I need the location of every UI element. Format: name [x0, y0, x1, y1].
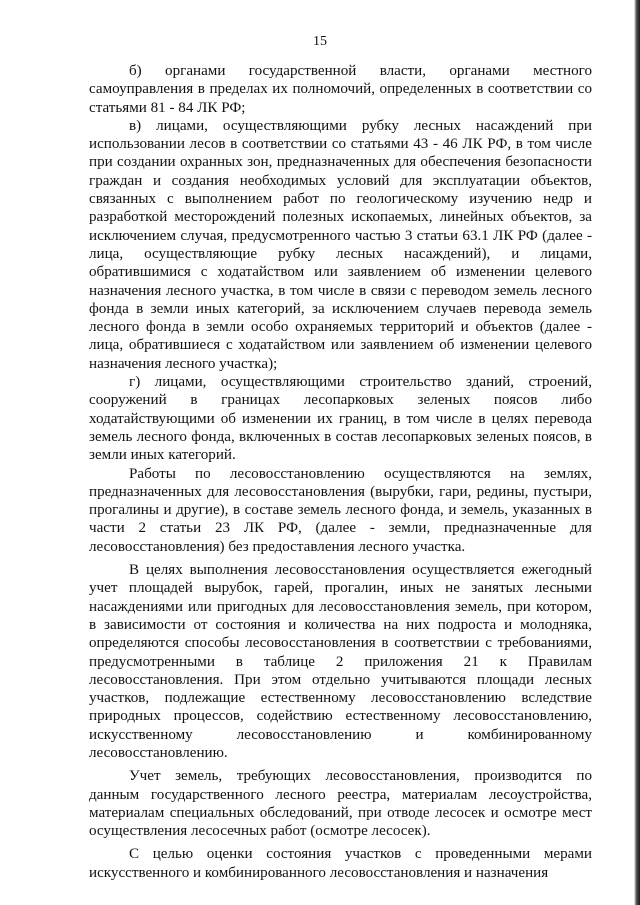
paragraph-annual-accounting: В целях выполнения лесовосстановления осуществляется ежегодный учет площадей вырубок, гарей, прогалин, иных не занятых лесными насаждениями или пригодных для лесовосстановления земель, при котором, в зависимости от состояния и количества на них подроста и молодняка, определяются способы лесовосстановления в соответствии с требованиями, предусмотренными в таблице 2 приложения 21 к Правилам лесовосстановления. При этом отдельно учитываются площади лесных участков, подлежащие естественному лесовосстановлению вследствие природных процессов, содействию естественному лесовосстановлению, искусственному лесовосстановлению и комбинированному лесовосстановлению. [89, 562, 592, 761]
paragraph-g: г) лицами, осуществляющими строительство зданий, строений, сооружений в границах лесопарковых зеленых поясов либо ходатайствующими об изменении их границ, в том числе в целях перевода земель лесного фонда, включенных в состав лесопарковых зеленых поясов, в земли иных категорий. [89, 374, 592, 464]
paragraph-b: б) органами государственной власти, органами местного самоуправления в пределах их полномочий, определенных в соответствии со статьями 81 - 84 ЛК РФ; [89, 63, 592, 116]
paragraph-v: в) лицами, осуществляющими рубку лесных насаждений при использовании лесов в соответствии со статьями 43 - 46 ЛК РФ, в том числе при создании охранных зон, предназначенных для обеспечения безопасности граждан и создания необходимых условий для эксплуатации объектов, связанных с выполнением работ по геологическому изучению недр и разработкой месторождений полезных ископаемых, линейных объектов, за исключением случая, предусмотренного частью 3 статьи 63.1 ЛК РФ (далее - лица, осуществляющие рубку лесных насаждений), и лицами, обратившимися с ходатайством или заявлением об изменении целевого назначения лесного участка, в том числе в связи с переводом земель лесного фонда в земли иных категорий, за исключением случаев перевода земель лесного фонда в земли особо охраняемых территорий и объектов (далее - лица, обратившиеся с ходатайством или заявлением об изменении целевого назначения лесного участка); [89, 117, 592, 372]
paragraph-reforestation-works: Работы по лесовосстановлению осуществляются на землях, предназначенных для лесовосстановления (вырубки, гари, редины, пустыри, прогалины и другие), в составе земель лесного фонда, и земель, указанных в части 2 статьи 23 ЛК РФ, (далее - земли, предназначенные для лесовосстановления) без предоставления лесного участка. [89, 465, 592, 555]
document-body [89, 62, 592, 882]
paragraph-land-accounting: Учет земель, требующих лесовосстановления, производится по данным государственного лесного реестра, материалам лесоустройства, материалам специальных обследований, при отводе лесосек и осмотре мест осуществления лесосечных работ (осмотре лесосек). [89, 768, 592, 840]
page-number: 15 [313, 34, 327, 49]
paragraph-assessment: С целью оценки состояния участков с проведенными мерами искусственного и комбинированного лесовосстановления и назначения [89, 846, 592, 881]
scan-edge [634, 0, 640, 905]
